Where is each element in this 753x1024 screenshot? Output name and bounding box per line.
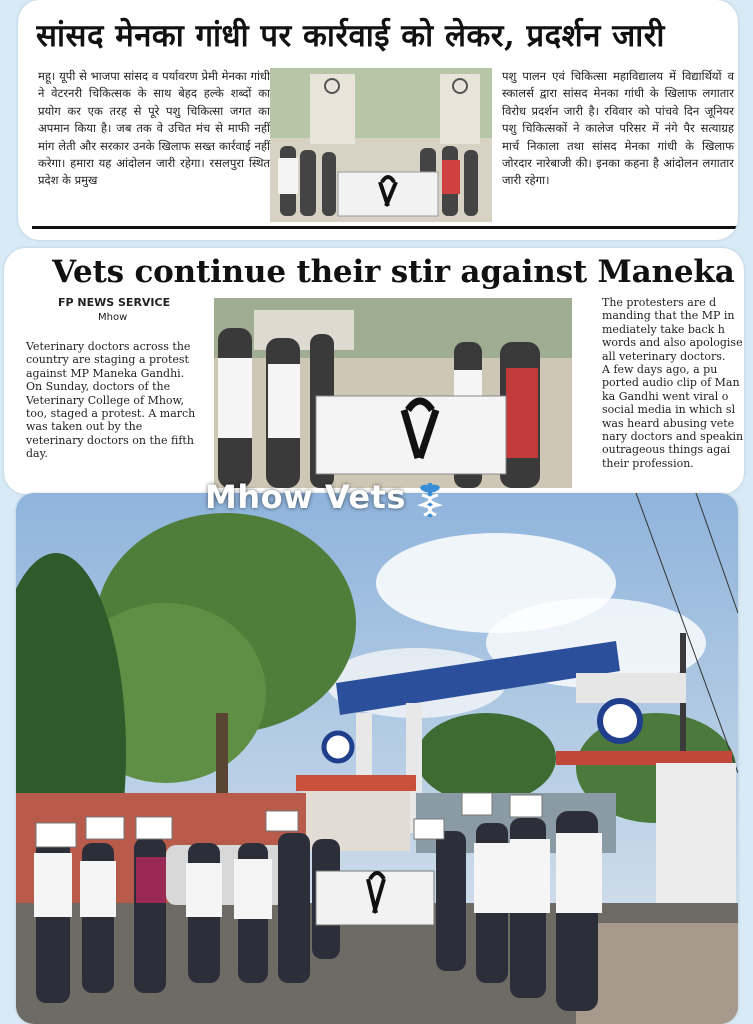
protest-photo — [16, 493, 738, 1024]
english-column-right: The protesters are d manding that the MP in mediately take back h words and also apologise all veterinary doctors. A few days ago, a pu ported audio clip of Man ka Gandhi went viral o social media in which sl was heard abusing vete nary doctors and speakin outrageous things agai their profession. — [602, 296, 744, 470]
english-news-clipping — [4, 248, 744, 494]
news-byline: FP NEWS SERVICE — [58, 296, 171, 309]
english-column-left: Veterinary doctors across the country are staging a protest against MP Maneka Gandhi. On Sunday, doctors of the Veterinary College of Mhow, too, staged a protest. A march was taken out by the veterinary doctors on the fifth day. — [26, 340, 196, 461]
hindi-headline: सांसद मेनका गांधी पर कार्रवाई को लेकर, प्रदर्शन जारी — [36, 18, 665, 54]
protest-photo-illustration — [270, 68, 492, 222]
clipping-divider-line — [32, 226, 738, 229]
hindi-column-left: महू। यूपी से भाजपा सांसद व पर्यावरण प्रेमी मेनका गांधी ने वेटरनरी चिकित्सक के साथ बेहद हल्के शब्दों का प्रयोग कर एक तरह से पूरे पशु चिकित्सा जगत का अपमान किया है। जब तक वे उचित मंच से माफी नहीं मांग लेती और सरकार उनके खिलाफ सख्त कार्रवाई नहीं करेगा। हमारा यह आंदोलन जारी रहेगा। रसलपुरा स्थित प्रदेश के प्रमुख — [38, 69, 270, 188]
watermark-text: Mhow Vets — [205, 478, 406, 516]
protest-scene-illustration — [16, 493, 738, 1024]
hindi-news-clipping — [18, 0, 738, 240]
english-news-photo — [214, 298, 572, 488]
caduceus-icon — [410, 479, 450, 523]
protest-photo-illustration — [214, 298, 572, 488]
english-headline: Vets continue their stir against Maneka — [52, 254, 735, 290]
news-dateline: Mhow — [98, 312, 128, 323]
hindi-column-right: पशु पालन एवं चिकित्सा महाविद्यालय में विद्यार्थियों व स्कालर्स द्वारा सांसद मेनका गांधी के खिलाफ लगातार विरोध प्रदर्शन जारी है। रविवार को पांचवे दिन जूनियर पशु चिकित्सकों ने कालेज परिसर में नंगे पैर सत्याग्रह मार्च निकाला तथा सांसद मेनका गांधी के खिलाफ जोरदार नारेबाजी की। इनका कहना है आंदोलन लगातार जारी रहेगा। — [502, 69, 734, 188]
hindi-news-photo — [270, 68, 492, 222]
